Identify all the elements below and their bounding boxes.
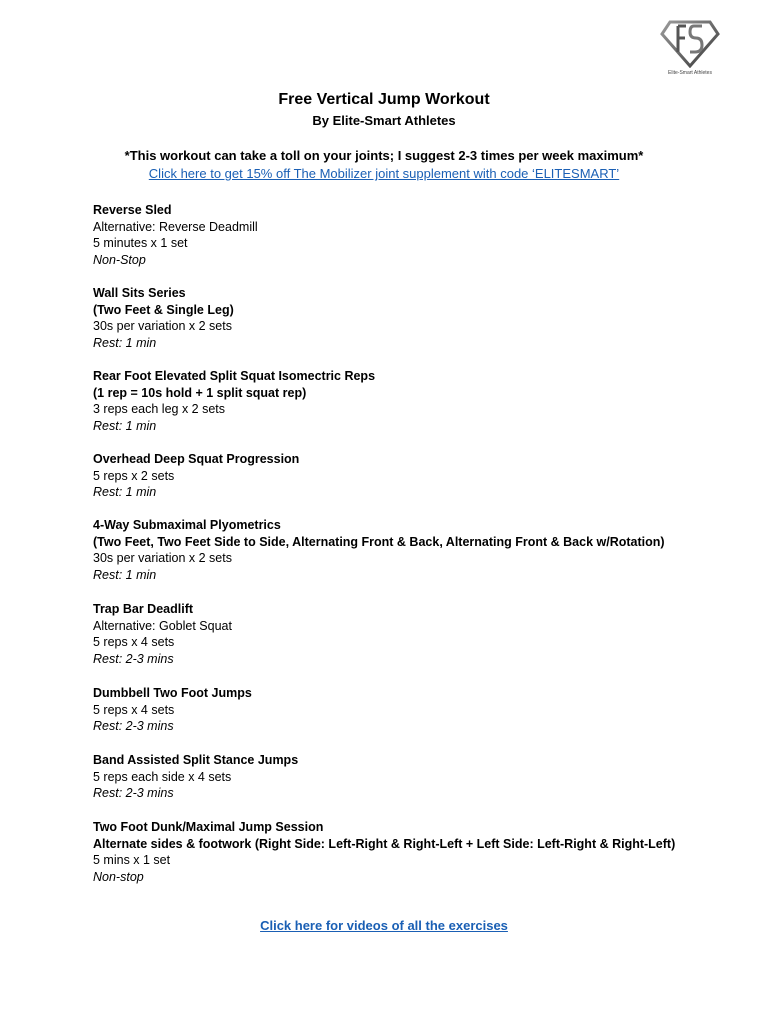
- exercise-band-assisted-jumps: [93, 752, 733, 802]
- promo-link[interactable]: Click here to get 15% off The Mobilizer joint supplement with code ‘ELITESMART’: [148, 166, 620, 181]
- logo-caption: Elite-Smart Athletes: [668, 70, 712, 76]
- exercise-reverse-sled: [93, 202, 733, 269]
- exercise-overhead-squat: [93, 451, 733, 501]
- exercise-rest: Rest: 1 min: [93, 336, 157, 351]
- exercise-rest: Rest: 2-3 mins: [93, 719, 174, 734]
- exercise-rest: Rest: 2-3 mins: [93, 652, 174, 667]
- brand-logo: [654, 18, 726, 84]
- exercise-detail: Alternate sides & footwork (Right Side: Left-Right & Right-Left + Left Side: Left-Right & Right-Left): [93, 836, 676, 851]
- page-title: Free Vertical Jump Workout: [278, 91, 490, 108]
- exercise-detail: (Two Feet, Two Feet Side to Side, Alternating Front & Back, Alternating Front & Back w/Rotation): [93, 534, 665, 549]
- exercise-name: Wall Sits Series: [93, 286, 186, 300]
- exercise-detail: (1 rep = 10s hold + 1 split squat rep): [93, 385, 307, 400]
- exercise-rest: Rest: 1 min: [93, 485, 157, 500]
- exercise-name: Overhead Deep Squat Progression: [93, 452, 300, 466]
- exercise-alternative: Alternative: Reverse Deadmill: [93, 219, 258, 234]
- promo-line: [0, 166, 768, 181]
- exercise-plyometrics: [93, 517, 733, 584]
- exercise-name: 4-Way Submaximal Plyometrics: [93, 518, 281, 532]
- exercise-sets: 3 reps each leg x 2 sets: [93, 402, 226, 417]
- exercise-name: Trap Bar Deadlift: [93, 602, 194, 616]
- exercise-dumbbell-jumps: [93, 685, 733, 735]
- exercise-name: Rear Foot Elevated Split Squat Isomectric Reps: [93, 369, 376, 383]
- joint-warning: *This workout can take a toll on your joints; I suggest 2-3 times per week maximum*: [124, 148, 644, 163]
- exercise-detail: (Two Feet & Single Leg): [93, 302, 234, 317]
- exercise-rest: Non-stop: [93, 870, 144, 885]
- exercise-trap-bar-deadlift: [93, 601, 733, 668]
- exercise-name: Dumbbell Two Foot Jumps: [93, 686, 252, 700]
- exercise-sets: 30s per variation x 2 sets: [93, 319, 232, 334]
- exercise-name: Band Assisted Split Stance Jumps: [93, 753, 299, 767]
- videos-link-line: [0, 918, 768, 933]
- videos-link[interactable]: Click here for videos of all the exercises: [260, 918, 508, 933]
- diamond-logo-icon: [660, 18, 720, 68]
- exercise-sets: 5 mins x 1 set: [93, 853, 171, 868]
- exercise-dunk-session: [93, 819, 733, 886]
- exercise-sets: 5 reps each side x 4 sets: [93, 769, 232, 784]
- exercise-sets: 5 reps x 2 sets: [93, 468, 175, 483]
- exercise-rest: Rest: 1 min: [93, 419, 157, 434]
- exercise-sets: 5 reps x 4 sets: [93, 702, 175, 717]
- exercise-rest: Rest: 2-3 mins: [93, 786, 174, 801]
- exercise-name: Reverse Sled: [93, 203, 172, 217]
- exercise-name: Two Foot Dunk/Maximal Jump Session: [93, 820, 324, 834]
- exercise-rest: Rest: 1 min: [93, 568, 157, 583]
- exercise-wall-sits: [93, 285, 733, 352]
- exercise-sets: 5 reps x 4 sets: [93, 635, 175, 650]
- exercise-rest: Non-Stop: [93, 253, 146, 268]
- exercise-sets: 5 minutes x 1 set: [93, 236, 188, 251]
- exercise-alternative: Alternative: Goblet Squat: [93, 618, 232, 633]
- exercise-sets: 30s per variation x 2 sets: [93, 551, 232, 566]
- page-byline: By Elite-Smart Athletes: [312, 113, 456, 128]
- exercise-rfe-split-squat: [93, 368, 733, 435]
